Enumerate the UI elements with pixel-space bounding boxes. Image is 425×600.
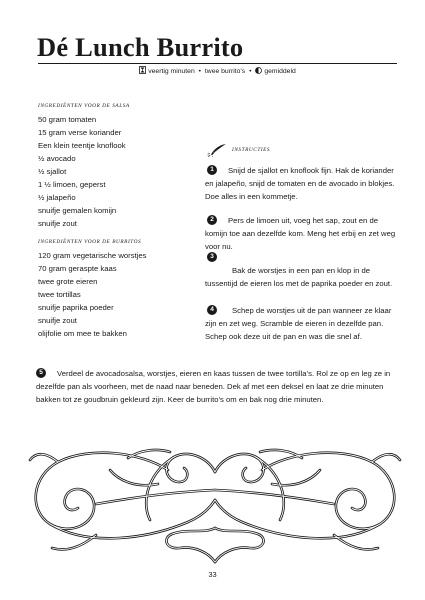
step-number-badge: 2 [207,215,217,225]
ingredient-item: Een klein teentje knoflook [38,141,126,150]
instructions-header [207,143,270,157]
ingredient-item: twee grote eieren [38,277,98,286]
instruction-step [205,164,399,203]
instruction-step [205,251,399,290]
ingredient-item: snuifje paprika poeder [38,303,114,312]
title-divider [38,63,397,64]
meta-separator: • [198,68,202,75]
meta-difficulty: gemiddeld [264,68,296,75]
ingredient-item: snuifje gemalen komijn [38,206,117,215]
meta-separator: • [249,68,252,75]
step-number-badge: 3 [207,252,217,262]
quill-icon [207,143,227,157]
step-text: Snijd de sjallot en knoflook fijn. Hak de koriander en jalapeño, snijd de tomaten en de avocado in blokjes. Doe alles in een kommetje. [205,165,395,201]
ingredient-item: olijfolie om mee te bakken [38,329,127,338]
ingredient-item: snuifje zout [38,316,77,325]
meta-servings: twee burrito’s [204,68,246,75]
instructions-heading: INSTRUCTIES [232,147,271,153]
step-text: Bak de worstjes in een pan en klop in de tussentijd de eieren los met de paprika poeder en zout. [205,265,393,288]
instruction-step [205,304,399,343]
ingredient-item: ½ jalapeño [38,193,76,202]
ingredient-item: snuifje zout [38,219,77,228]
ingredient-item: 1 ½ limoen, geperst [38,180,106,189]
ingredient-item: ½ avocado [38,154,76,163]
ingredient-item: 15 gram verse koriander [38,128,122,137]
ingredient-item: ½ sjallot [38,167,67,176]
difficulty-icon [255,67,262,74]
ingredients-burritos [38,238,198,340]
instruction-step [36,367,397,406]
ingredient-item: 50 gram tomaten [38,115,97,124]
ingredient-item: 120 gram vegetarische worstjes [38,251,147,260]
step-text: Pers de limoen uit, voeg het sap, zout en de komijn toe aan dezelfde kom. Meng het erbij en zet weg voor nu. [205,215,396,251]
ingredients-salsa [38,102,198,230]
meta-time: veertig minuten [148,68,195,75]
ingredient-item: 70 gram geraspte kaas [38,264,117,273]
page-number: 33 [208,570,217,579]
hourglass-icon [139,66,146,74]
step-number-badge: 4 [207,305,217,315]
ingredients-heading: INGREDIËNTEN VOOR DE SALSA [38,103,130,109]
step-text: Verdeel de avocadosalsa, worstjes, eieren en kaas tussen de twee tortilla’s. Rol ze op en leg ze in dezelfde pan als voorheen, met de naad naar beneden. Dek af met een deksel en laat ze drie minuten bakken tot ze goudbruin gekleurd zijn. Keer de burrito’s om en bak nog drie minuten. [36,368,391,404]
instruction-step [205,214,399,253]
recipe-title: Dé Lunch Burrito [37,32,244,62]
step-number-badge: 1 [207,165,217,175]
step-number-badge: 5 [36,368,46,378]
step-text: Schep de worstjes uit de pan wanneer ze klaar zijn en zet weg. Scramble de eieren in dezelfde pan. Schep ook deze uit de pan en was die snel af. [205,305,392,341]
ingredients-heading: INGREDIËNTEN VOOR DE BURRITOS [38,239,142,245]
recipe-meta [38,66,397,77]
ingredient-item: twee tortillas [38,290,81,299]
